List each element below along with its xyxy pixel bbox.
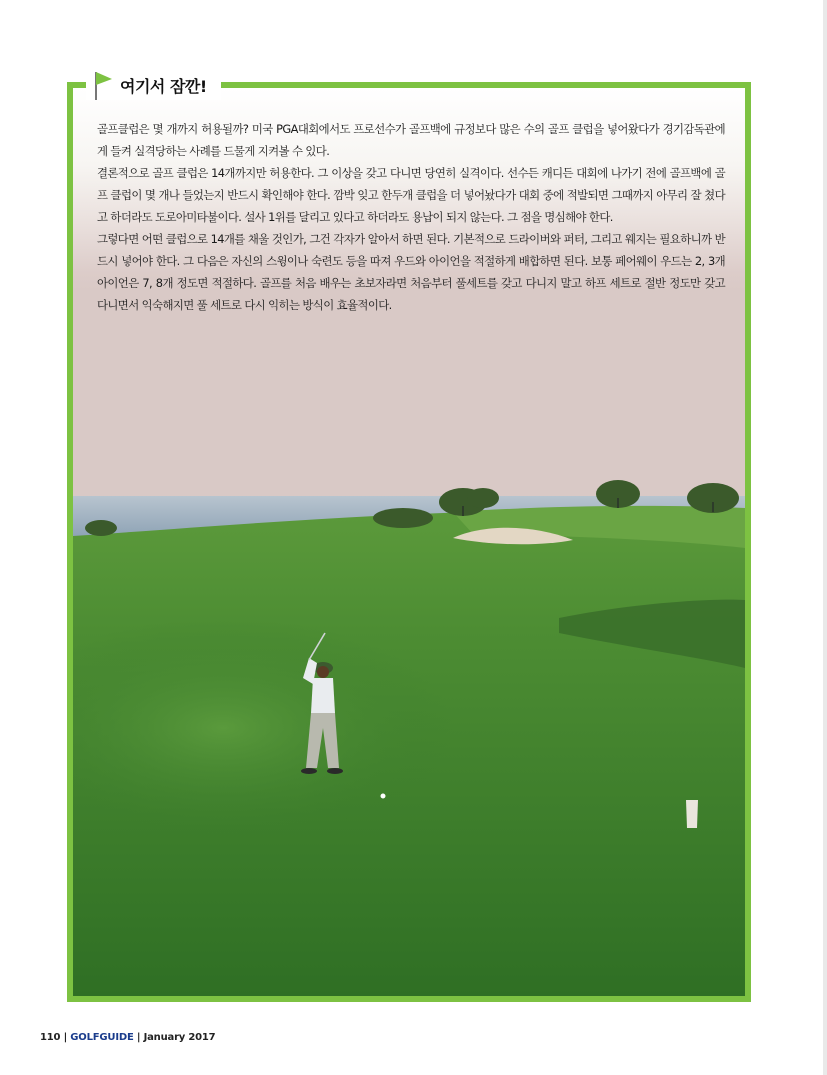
paragraph: 골프클럽은 몇 개까지 허용될까? 미국 PGA대회에서도 프로선수가 골프백에 규정보다 많은 수의 골프 클럽을 넣어왔다가 경기감독관에게 들켜 실격당하는 사례를 드물게 지켜볼 수 있다. xyxy=(97,122,725,158)
paragraph: 결론적으로 골프 클럽은 14개까지만 허용한다. 그 이상을 갖고 다니면 당연히 실격이다. 선수든 캐디든 대회에 나가기 전에 골프백에 골프 클럽이 몇 개나 들었는지 반드시 확인해야 한다. 깜박 잊고 한두개 클럽을 더 넣어놨다가 대회 중에 적발되면 그때까지 아무리 잘 쳤다고 하더라도 도로아미타불이다. 설사 1위를 달리고 있다고 하더라도 용납이 되지 않는다. 그 점을 명심해야 한다. xyxy=(97,166,725,224)
box-body xyxy=(97,118,725,316)
page-footer: 110 | GOLFGUIDE | January 2017 xyxy=(40,1032,216,1043)
paragraph: 그렇다면 어떤 클럽으로 14개를 채울 것인가, 그건 각자가 알아서 하면 된다. 기본적으로 드라이버와 퍼터, 그리고 웨지는 필요하니까 반드시 넣어야 한다. 그 다음은 자신의 스윙이나 숙련도 등을 따져 우드와 아이언을 적절하게 배합하면 된다. 보통 페어웨이 우드는 2, 3개 아이언은 7, 8개 정도면 적절하다. 골프를 처음 배우는 초보자라면 처음부터 풀세트를 갖고 다니지 말고 하프 세트로 절반 정도만 갖고 다니면서 익숙해지면 풀 세트로 다시 익히는 방식이 효율적이다. xyxy=(97,232,725,312)
box-header xyxy=(86,70,221,100)
flag-icon xyxy=(92,70,114,100)
page-number: 110 xyxy=(40,1032,61,1043)
issue-date: January 2017 xyxy=(143,1032,216,1043)
page-edge xyxy=(823,0,827,1075)
magazine-name: GOLFGUIDE xyxy=(70,1032,134,1043)
box-title: 여기서 잠깐! xyxy=(120,76,207,96)
